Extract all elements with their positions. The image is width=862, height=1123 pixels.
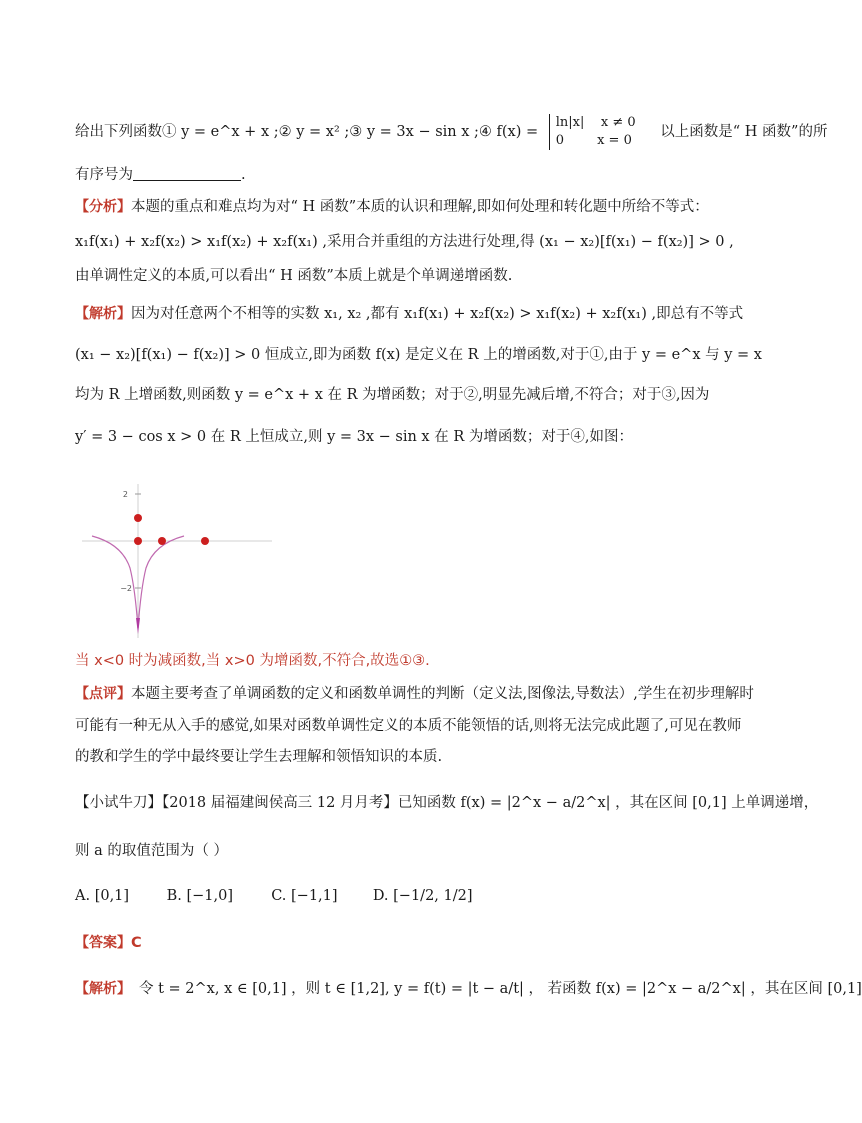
- exercise-text-2: 则 a 的取值范围为（ ）: [75, 843, 228, 859]
- exercise-line1: [75, 792, 819, 814]
- piecewise-brace: [549, 114, 636, 150]
- solution-line5: [75, 650, 734, 672]
- function-graph: [72, 478, 312, 638]
- point-2-0: [201, 537, 209, 545]
- solution-line3: [75, 384, 734, 406]
- answer-line: [75, 932, 734, 954]
- solution-text-3: 均为 R 上增函数,则函数 y = e^x + x 在 R 为增函数；对于②,明显先减后增,不符合；对于③,因为: [75, 387, 710, 403]
- comment-line3: [75, 746, 734, 768]
- solution-text-5a: 当 x<0 时为减函数,当 x>0 为增函数,不符合,故选: [75, 653, 400, 669]
- comment-tag: 【点评】: [75, 686, 131, 702]
- analysis-line2: [75, 231, 734, 253]
- tick-label-bottom: −2: [120, 584, 132, 593]
- comment-text-3: 的教和学生的学中最终要让学生去理解和领悟知识的本质.: [75, 749, 443, 765]
- q1-line2: 有序号为: [75, 167, 133, 183]
- solution-line4: [75, 426, 734, 448]
- question-1-line1: [75, 114, 828, 150]
- option-b: B. [−1,0]: [166, 888, 234, 904]
- analysis-text-1: 本题的重点和难点均为对“ H 函数”本质的认识和理解,即如何处理和转化题中所给不等式：: [131, 199, 709, 215]
- q1-intro: 给出下列函数① y = e^x + x ;② y = x² ;③ y = 3x − sin x ;④ f(x) =: [75, 124, 539, 140]
- analysis-line1: [75, 196, 734, 218]
- analysis-line3: [75, 265, 734, 287]
- comment-text-2: 可能有一种无从入手的感觉,如果对函数单调性定义的本质不能领悟的话,则将无法完成此题了,可见在教师: [75, 718, 742, 734]
- exercise-text-1: 【小试牛刀】【2018 届福建闽侯高三 12 月月考】已知函数 f(x) = |2^x − a/2^x| ，其在区间 [0,1] 上单调递增，: [75, 795, 819, 811]
- comment-line2: [75, 715, 742, 737]
- answer-value: C: [131, 935, 142, 951]
- analysis-tag: 【分析】: [75, 199, 131, 215]
- q1-tail: 以上函数是“ H 函数”的所: [660, 124, 828, 140]
- point-1-0: [158, 537, 166, 545]
- solution-line1: [75, 303, 744, 325]
- question-1-line2: 有序号为 .: [75, 167, 246, 183]
- piece-top: ln|x| x ≠ 0: [555, 115, 636, 130]
- solution-text-2: (x₁ − x₂)[f(x₁) − f(x₂)] > 0 恒成立,即为函数 f(x) 是定义在 R 上的增函数,对于①,由于 y = e^x 与 y = x: [75, 347, 762, 363]
- piece-bottom: 0 x = 0: [555, 133, 632, 148]
- answer-blank: [133, 166, 241, 181]
- solution-line2: [75, 344, 762, 366]
- curve-right-branch: [138, 536, 184, 628]
- point-0-0: [134, 537, 142, 545]
- option-d: D. [−1/2, 1/2]: [372, 888, 473, 904]
- point-0-1: [134, 514, 142, 522]
- solution2-text: 令 t = 2^x, x ∈ [0,1] ，则 t ∈ [1,2], y = f(t) = |t − a/t| ， 若函数 f(x) = |2^x − a/2^x| ，其在区间 [0,1]: [139, 981, 862, 997]
- solution-tag: 【解析】: [75, 306, 131, 322]
- exercise-options: [75, 885, 734, 907]
- answer-tag: 【答案】: [75, 935, 131, 951]
- analysis-text-2: x₁f(x₁) + x₂f(x₂) > x₁f(x₂) + x₂f(x₁) ,采用合并重组的方法进行处理,得 (x₁ − x₂)[f(x₁) − f(x₂)] > 0 ,: [75, 234, 734, 250]
- tick-label-top: 2: [122, 490, 128, 499]
- asymptote-marker: [136, 618, 140, 634]
- comment-line1: [75, 683, 754, 705]
- option-c: C. [−1,1]: [271, 888, 338, 904]
- solution-text-5b: ①③.: [399, 653, 430, 669]
- option-a: A. [0,1]: [75, 888, 130, 904]
- solution2-line: [75, 978, 862, 1000]
- analysis-text-3: 由单调性定义的本质,可以看出“ H 函数”本质上就是个单调递增函数.: [75, 268, 513, 284]
- exercise-line2: [75, 840, 734, 862]
- comment-text-1: 本题主要考查了单调函数的定义和函数单调性的判断（定义法,图像法,导数法）,学生在初步理解时: [131, 686, 754, 702]
- curve-left-branch: [92, 536, 138, 628]
- solution-text-1: 因为对任意两个不相等的实数 x₁, x₂ ,都有 x₁f(x₁) + x₂f(x₂) > x₁f(x₂) + x₂f(x₁) ,即总有不等式: [131, 306, 744, 322]
- solution-text-4: y′ = 3 − cos x > 0 在 R 上恒成立,则 y = 3x − sin x 在 R 为增函数；对于④,如图：: [75, 429, 633, 445]
- solution2-tag: 【解析】: [75, 981, 131, 997]
